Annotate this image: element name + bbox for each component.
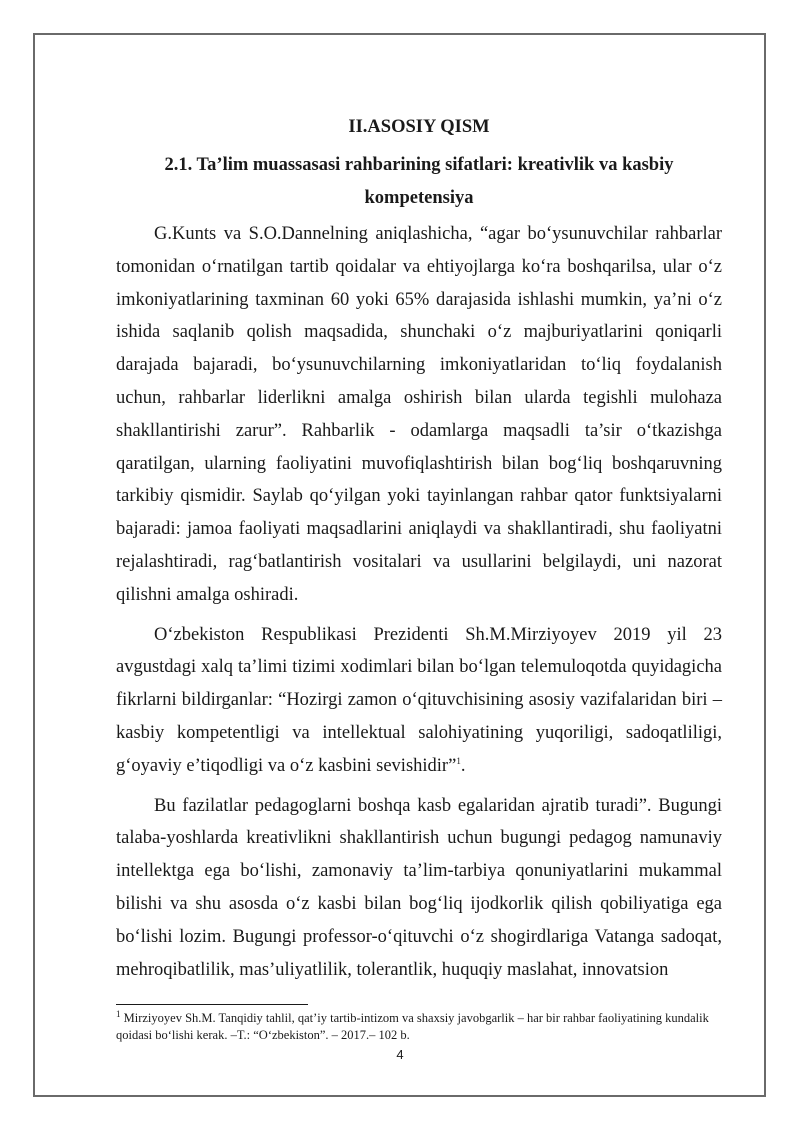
section-title: II.ASOSIY QISM — [348, 117, 490, 137]
paragraph-2-suffix: . — [460, 755, 466, 776]
page-content — [116, 113, 722, 993]
paragraph-2-text: O‘zbekiston Respublikasi Prezidenti Sh.M.Mirziyoyev 2019 yil 23 avgustdagi xalq ta’limi tizimi xodimlari bilan bo‘lgan telemuloqotda quyidagicha fikrlarni bildirganlar: “Hozirgi zamon o‘qituvchisining asosiy vazifalaridan biri – kasbiy kompetentligi va intellektual salohiyatining yuqoriligi, sadoqatliligi, g‘oyaviy e’tiqodligi va o‘z kasbini sevishidir” — [116, 624, 722, 776]
paragraph-2 — [116, 619, 722, 783]
footnote-separator — [116, 1004, 308, 1005]
subsection-title: 2.1. Ta’lim muassasasi rahbarining sifatlari: kreativlik va kasbiy kompetensiya — [164, 155, 674, 208]
paragraph-3: Bu fazilatlar pedagoglarni boshqa kasb egalaridan ajratib turadi”. Bugungi talaba-yoshlarda kreativlikni shakllantirish uchun bugungi pedagog namunaviy intellektga ega bo‘lishi, zamonaviy ta’lim-tarbiya qonuniyatlarini mukammal bilishi va shu asosda o‘z kasbi bilan bog‘liq ijodkorlik qilish qobiliyatiga ega bo‘lishi lozim. Bugungi professor-o‘qituvchi o‘z shogirdlariga Vatanga sadoqat, mehroqibatlilik, mas’uliyatlilik, tolerantlik, huquqiy maslahat, innovatsion — [116, 795, 722, 980]
paragraph-1: G.Kunts va S.O.Dannelning aniqlashicha, “agar bo‘ysunuvchilar rahbarlar tomonidan o‘rnatilgan tartib qoidalar va ehtiyojlarga ko‘ra boshqarilsa, ular o‘z imkoniyatlarining taxminan 60 yoki 65% darajasida ishlashi mumkin, ya’ni o‘z ishida saqlanib qolish maqsadida, shunchaki o‘z majburiyatlarini qoniqarli darajada bajaradi, bo‘ysunuvchilarning imkoniyatlaridan to‘liq foydalanish uchun, rahbarlar liderlikni amalga oshirish bilan ularda tegishli mulohaza shakllantirishi zarur”. Rahbarlik - odamlarga maqsadli ta’sir o‘tkazishga qaratilgan, ularning faoliyatini muvofiqlashtirish bilan bog‘liq boshqaruvning tarkibiy qismidir. Saylab qo‘yilgan yoki tayinlangan rahbar qator funktsiyalarni bajaradi: jamoa faoliyati maqsadlarini aniqlaydi va shakllantiradi, shu faoliyatni rejalashtiradi, rag‘batlantirish vositalari va usullarini belgilaydi, uni nazorat qilishni amalga oshiradi. — [116, 224, 722, 605]
footnote-reference: 1 — [456, 755, 461, 766]
body-text — [116, 218, 722, 986]
footnote — [116, 1010, 722, 1044]
footnote-marker: 1 — [116, 1008, 121, 1019]
footnote-text: Mirziyoyev Sh.M. Tanqidiy tahlil, qat’iy tartib-intizom va shaxsiy javobgarlik – har bir rahbar faoliyatining kundalik qoidasi bo‘lishi kerak. –T.: “O‘zbekiston”. – 2017.– 102 b. — [116, 1011, 709, 1042]
page-number: 4 — [396, 1047, 404, 1062]
